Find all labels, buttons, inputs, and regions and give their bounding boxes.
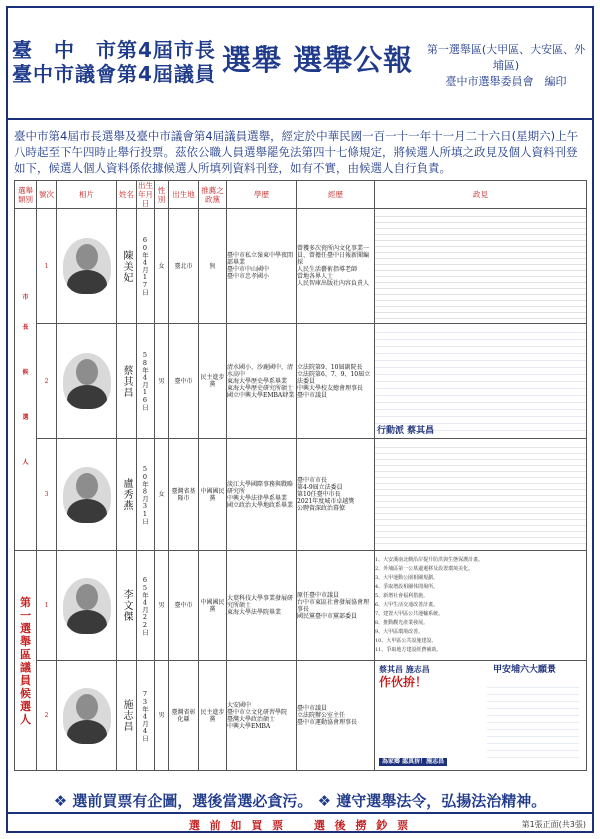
candidate-number: 1	[37, 551, 57, 661]
issuer	[424, 42, 588, 90]
candidate-birthplace: 臺北市	[169, 209, 199, 324]
candidate-sex: 女	[155, 439, 169, 551]
anti-vote-buying-slogan: ❖ 選前買票有企圖，選後當選必貪污。 ❖ 遵守選舉法令，弘揚法治精神。	[53, 792, 547, 810]
col-party: 推薦之政黨	[199, 181, 227, 209]
col-photo: 相片	[57, 181, 117, 209]
table-header-row	[15, 181, 587, 209]
list-item: 4、爭取增設相關休閒場所。	[375, 584, 439, 590]
candidate-policy	[375, 551, 587, 661]
candidate-birth: 73年4月4日	[141, 689, 149, 742]
candidate-birth: 65年4月22日	[141, 575, 149, 636]
intro-paragraph: 臺中市第4屆市長選舉及臺中市議會第4屆議員選舉，經定於中華民國一百一十一年十一月二十六日(星期六)上午八時起至下午四時止舉行投票。茲依公職人員選舉罷免法第四十七條規定，將候選人所填之政見及個人資料刊登如下，候選人個人資料係依據候選人所填列資料刊登，如有不實，由候選人自行負責。	[14, 129, 579, 175]
candidate-education: 淡江大學國際事務與戰略研究所 中興大學法律學系畢業 國立政治大學地政系畢業	[227, 439, 297, 551]
list-item: 1、大安溪南北側沿岸提升防洪與生態保護計畫。	[375, 557, 484, 563]
candidate-number: 3	[37, 439, 57, 551]
policy-text-block	[375, 442, 586, 548]
candidate-policy	[375, 324, 587, 439]
candidate-education: 大葉科技大學事業發展研究所碩士 東海大學法學院畢業	[227, 551, 297, 661]
col-sex: 性別	[155, 181, 169, 209]
candidate-birth: 58年4月16日	[141, 351, 149, 411]
category-mayor: 市 長 候 選 人	[15, 209, 37, 551]
candidate-party: 中國國民黨	[199, 439, 227, 551]
candidate-sex: 男	[155, 661, 169, 771]
election-bulletin-title: 選舉 選舉公報	[222, 43, 414, 77]
col-category: 選舉類別	[15, 181, 37, 209]
table-row	[15, 209, 587, 324]
table-row	[15, 439, 587, 551]
col-number: 號次	[37, 181, 57, 209]
list-item: 9、大甲區環境改善。	[375, 629, 424, 635]
candidate-name: 盧秀燕	[121, 478, 132, 511]
candidate-name: 蔡其昌	[121, 364, 132, 398]
table-row	[15, 551, 587, 661]
candidate-party: 民主進步黨	[199, 661, 227, 771]
list-item: 11、爭取地方建設經費補助。	[375, 647, 442, 653]
list-item: 6、大甲生活交通改善計畫。	[375, 602, 439, 608]
candidate-name: 李文傑	[121, 589, 132, 622]
candidates-table	[14, 180, 587, 771]
table-row	[15, 661, 587, 771]
candidate-photo	[57, 661, 117, 771]
candidate-birth: 50年8月31日	[141, 464, 149, 525]
candidate-name: 陳美妃	[121, 249, 132, 283]
candidate-number: 2	[37, 324, 57, 439]
list-item: 10、大甲區公共設施建設。	[375, 638, 437, 644]
flyer-slogan-names: 蔡其昌 施志昌	[379, 664, 430, 674]
table-row	[15, 324, 587, 439]
col-experience: 經歷	[297, 181, 375, 209]
candidate-number: 1	[37, 209, 57, 324]
list-item: 5、新增社會福利措施。	[375, 593, 429, 599]
candidate-photo	[57, 551, 117, 661]
footer-slogan: 選 前 如 買 票 選 後 撈 鈔 票	[188, 819, 412, 832]
policy-slogan: 行動派 蔡其昌	[377, 426, 435, 436]
flyer-slogan-main: 作伙拚！	[379, 674, 428, 689]
flyer-vision-list	[487, 681, 579, 761]
page-info: 第1張正面(共3張)	[521, 820, 586, 829]
list-item: 3、大甲運動公園相關規劃。	[375, 575, 439, 581]
candidate-sex: 男	[155, 324, 169, 439]
header-rule	[6, 118, 594, 120]
policy-flyer	[375, 663, 586, 769]
candidate-experience: 臺中市議員 立法院辦公室主任 臺中市運動協會理事長	[297, 661, 375, 771]
candidate-experience: 曾獲多次瓷所內文化事業一員、曾擔任臺中日報新聞編採 人民生活藝術指導老師 當地各界人士 人民智庫出版社內容負責人	[297, 209, 375, 324]
issuer-committee: 臺中市選舉委員會 編印	[445, 75, 567, 88]
col-education: 學歷	[227, 181, 297, 209]
flyer-banner: 甲安埔六大願景	[493, 664, 557, 675]
policy-list	[375, 556, 586, 655]
candidate-experience: 立法院第9、10屆副院長 立法院第6、7、9、10屆立法委員 中興大學校友總會理事長 臺中市議員	[297, 324, 375, 439]
candidate-policy	[375, 661, 587, 771]
candidate-party: 中國國民黨	[199, 551, 227, 661]
col-birthplace: 出生地	[169, 181, 199, 209]
candidate-experience: 原任臺中市議員 台中市東區社會發展協會理事長 國民黨臺中市黨部委員	[297, 551, 375, 661]
candidate-number: 2	[37, 661, 57, 771]
candidate-photo	[57, 209, 117, 324]
category-council: 第 一 選 舉 區 議 員 候 選 人	[15, 551, 37, 771]
candidate-sex: 男	[155, 551, 169, 661]
policy-text-block	[375, 211, 586, 321]
candidate-party: 民主進步黨	[199, 324, 227, 439]
candidate-birthplace: 臺中市	[169, 551, 199, 661]
candidate-education: 大安國中 臺中市立文化研習學院 臺灣大學政治碩士 中興大學EMBA	[227, 661, 297, 771]
list-item: 8、推動觀光產業發展。	[375, 620, 429, 626]
candidate-sex: 女	[155, 209, 169, 324]
candidate-photo	[57, 439, 117, 551]
candidate-birth: 60年4月17日	[141, 236, 149, 296]
candidate-birthplace: 臺中市	[169, 324, 199, 439]
policy-flyer	[375, 326, 586, 436]
candidate-party: 無	[199, 209, 227, 324]
title-mayor: 臺 中 市第4屆市長	[12, 38, 216, 62]
list-item: 2、外埔區第一公墓邊遷移及設置環境美化。	[375, 566, 474, 572]
candidate-education: 清水國小、沙鹿國中、清水高中 東海大學歷史學系畢業 東海大學歷史研究所碩士 國立中興大學EMBA肄業	[227, 324, 297, 439]
candidate-education: 臺中市私立嶺東中學夜間部畢業 臺中市中山國中 臺中市忠孝國小	[227, 209, 297, 324]
issuer-district: 第一選舉區(大甲區、大安區、外埔區)	[426, 43, 586, 72]
candidate-photo	[57, 324, 117, 439]
candidate-experience: 臺中市市長 第4-9屆立法委員 第10任臺中市長 2021年度城市卓越獎 公聘資深政治幕僚	[297, 439, 375, 551]
candidate-policy	[375, 439, 587, 551]
title-council: 臺中市議會第4屆議員	[12, 62, 216, 86]
footer-rule	[6, 812, 594, 814]
candidate-birthplace: 臺灣省基隆市	[169, 439, 199, 551]
candidate-name: 施志昌	[121, 699, 132, 732]
candidate-birthplace: 臺灣省彰化縣	[169, 661, 199, 771]
col-policy: 政見	[375, 181, 587, 209]
candidate-policy	[375, 209, 587, 324]
flyer-tagline: 為家鄉 認真拚！施志昌	[379, 758, 447, 766]
col-birth: 出生年月日	[138, 181, 153, 208]
list-item: 7、建置大甲區公共運輸系統。	[375, 611, 444, 617]
col-name: 姓名	[117, 181, 137, 209]
